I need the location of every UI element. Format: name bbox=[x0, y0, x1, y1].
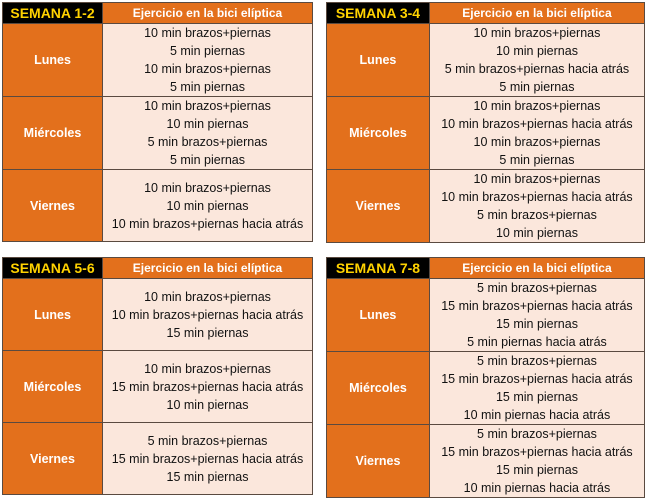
exercise-line: 15 min brazos+piernas hacia atrás bbox=[441, 372, 633, 386]
exercise-cell bbox=[103, 423, 313, 495]
day-label-viernes: Viernes bbox=[3, 423, 103, 495]
day-label-lunes: Lunes bbox=[3, 279, 103, 351]
exercise-line: 15 min brazos+piernas hacia atrás bbox=[111, 379, 304, 394]
exercise-line: 15 min brazos+piernas hacia atrás bbox=[111, 451, 304, 466]
week-label: SEMANA 3-4 bbox=[327, 3, 430, 24]
exercise-line: 15 min brazos+piernas hacia atrás bbox=[441, 445, 633, 459]
exercise-cell bbox=[429, 97, 644, 170]
exercise-line: 5 min brazos+piernas bbox=[477, 354, 597, 368]
exercise-line: 10 min brazos+piernas hacia atrás bbox=[441, 117, 633, 131]
table-header-row bbox=[327, 258, 645, 279]
week-table-7-8 bbox=[326, 257, 645, 498]
exercise-line: 10 min piernas bbox=[166, 198, 249, 213]
exercise-cell bbox=[103, 24, 313, 97]
day-label-miercoles: Miércoles bbox=[3, 351, 103, 423]
exercise-line: 10 min brazos+piernas bbox=[473, 26, 601, 40]
exercise-line: 10 min brazos+piernas bbox=[144, 62, 271, 76]
exercise-line: 10 min brazos+piernas bbox=[473, 172, 601, 186]
day-label-viernes: Viernes bbox=[327, 425, 430, 498]
exercise-line: 5 min piernas bbox=[169, 80, 246, 94]
week-label: SEMANA 1-2 bbox=[3, 3, 103, 24]
exercise-line: 10 min brazos+piernas hacia atrás bbox=[441, 190, 633, 204]
table-row bbox=[327, 279, 645, 352]
exercise-cell bbox=[429, 279, 644, 352]
exercise-line: 5 min brazos+piernas hacia atrás bbox=[444, 62, 630, 76]
column-header: Ejercicio en la bici elíptica bbox=[103, 3, 313, 24]
week-table-5-6 bbox=[2, 257, 313, 495]
week-table-1-2 bbox=[2, 2, 313, 242]
table-row bbox=[327, 352, 645, 425]
exercise-line: 10 min brazos+piernas hacia atrás bbox=[111, 307, 304, 322]
exercise-cell bbox=[103, 97, 313, 170]
column-header: Ejercicio en la bici elíptica bbox=[103, 258, 313, 279]
exercise-line: 10 min brazos+piernas hacia atrás bbox=[111, 216, 304, 231]
exercise-line: 10 min brazos+piernas bbox=[473, 99, 601, 113]
table-header-row bbox=[3, 3, 313, 24]
table-header-row bbox=[327, 3, 645, 24]
exercise-cell bbox=[103, 279, 313, 351]
exercise-line: 5 min piernas bbox=[169, 153, 246, 167]
exercise-line: 10 min piernas bbox=[495, 44, 578, 58]
exercise-line: 5 min brazos+piernas bbox=[147, 433, 268, 448]
exercise-line: 10 min piernas bbox=[166, 397, 249, 412]
column-header: Ejercicio en la bici elíptica bbox=[429, 3, 644, 24]
table-row bbox=[3, 279, 313, 351]
exercise-line: 10 min piernas hacia atrás bbox=[463, 481, 611, 495]
table-row bbox=[3, 423, 313, 495]
exercise-line: 15 min brazos+piernas hacia atrás bbox=[441, 299, 633, 313]
exercise-line: 10 min piernas bbox=[495, 226, 578, 240]
exercise-line: 10 min brazos+piernas bbox=[473, 135, 601, 149]
exercise-line: 15 min piernas bbox=[166, 325, 249, 340]
exercise-line: 15 min piernas bbox=[495, 317, 578, 331]
exercise-line: 15 min piernas bbox=[495, 463, 578, 477]
exercise-line: 5 min brazos+piernas bbox=[477, 208, 597, 222]
exercise-line: 5 min brazos+piernas bbox=[147, 135, 268, 149]
day-label-miercoles: Miércoles bbox=[327, 97, 430, 170]
exercise-line: 5 min brazos+piernas bbox=[477, 427, 597, 441]
day-label-miercoles: Miércoles bbox=[327, 352, 430, 425]
table-row bbox=[3, 351, 313, 423]
week-label: SEMANA 7-8 bbox=[327, 258, 430, 279]
exercise-cell bbox=[429, 170, 644, 243]
exercise-line: 10 min brazos+piernas bbox=[144, 361, 271, 376]
table-row bbox=[327, 97, 645, 170]
exercise-line: 5 min piernas bbox=[499, 80, 575, 94]
day-label-lunes: Lunes bbox=[327, 279, 430, 352]
exercise-line: 15 min piernas bbox=[495, 390, 578, 404]
exercise-cell bbox=[429, 352, 644, 425]
table-row bbox=[3, 24, 313, 97]
day-label-lunes: Lunes bbox=[327, 24, 430, 97]
table-header-row bbox=[3, 258, 313, 279]
exercise-line: 10 min brazos+piernas bbox=[144, 99, 271, 113]
exercise-line: 10 min piernas bbox=[166, 117, 249, 131]
column-header: Ejercicio en la bici elíptica bbox=[429, 258, 644, 279]
table-row bbox=[3, 170, 313, 242]
exercise-line: 10 min brazos+piernas bbox=[144, 26, 271, 40]
table-row bbox=[327, 425, 645, 498]
exercise-line: 5 min piernas hacia atrás bbox=[467, 335, 607, 349]
exercise-line: 5 min piernas bbox=[499, 153, 575, 167]
table-row bbox=[3, 97, 313, 170]
day-label-lunes: Lunes bbox=[3, 24, 103, 97]
exercise-line: 10 min brazos+piernas bbox=[144, 289, 271, 304]
exercise-line: 10 min piernas hacia atrás bbox=[463, 408, 611, 422]
table-row bbox=[327, 170, 645, 243]
exercise-cell bbox=[429, 24, 644, 97]
exercise-cell bbox=[103, 351, 313, 423]
day-label-viernes: Viernes bbox=[327, 170, 430, 243]
exercise-line: 10 min brazos+piernas bbox=[144, 180, 271, 195]
exercise-line: 5 min piernas bbox=[169, 44, 246, 58]
exercise-cell bbox=[103, 170, 313, 242]
exercise-line: 15 min piernas bbox=[166, 469, 249, 484]
week-table-3-4 bbox=[326, 2, 645, 243]
table-row bbox=[327, 24, 645, 97]
exercise-line: 5 min brazos+piernas bbox=[477, 281, 597, 295]
exercise-cell bbox=[429, 425, 644, 498]
day-label-miercoles: Miércoles bbox=[3, 97, 103, 170]
day-label-viernes: Viernes bbox=[3, 170, 103, 242]
week-label: SEMANA 5-6 bbox=[3, 258, 103, 279]
